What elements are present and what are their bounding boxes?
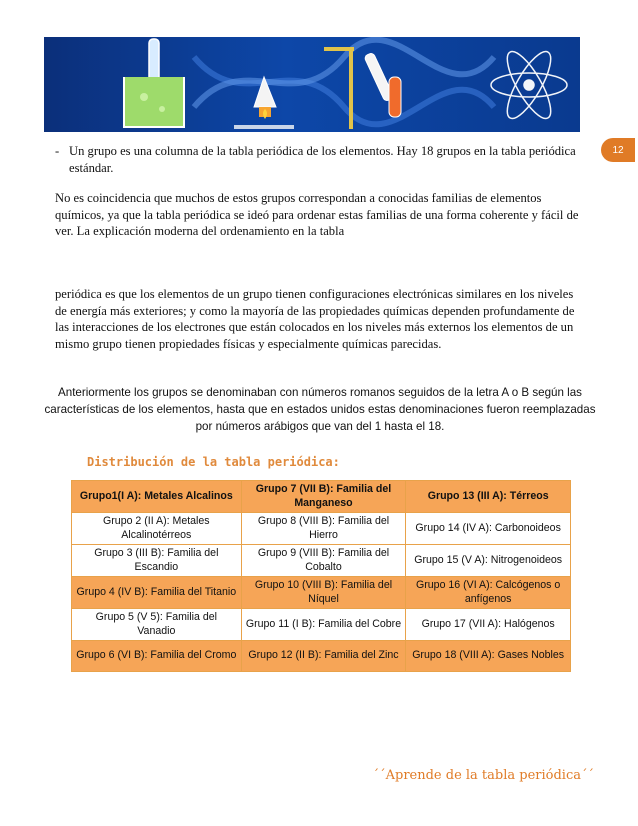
table-row [72, 545, 571, 577]
table-row [72, 513, 571, 545]
table-cell: Grupo 5 (V 5): Familia del Vanadio [72, 609, 242, 641]
table-cell: Grupo 8 (VIII B): Familia del Hierro [241, 513, 406, 545]
paragraph-electron-config: periódica es que los elementos de un grupo tienen configuraciones electrónicas similares en los niveles de energía más exteriores; y como la mayoría de las propiedades químicas dependen profundamente de las interacciones de los electrones que están colocados en los niveles más externos los elementos de un mismo grupo tienen propiedades físicas y especialmente químicas parecidas. [55, 287, 575, 351]
paragraph-families: No es coincidencia que muchos de estos grupos correspondan a conocidas familias de elementos químicos, ya que la tabla periódica se ideó para ordenar estas familias de una forma coherente y fácil de ver. La explicación moderna del ordenamiento en la tabla [55, 191, 579, 238]
bullet-dash: - [55, 144, 60, 158]
table-cell: Grupo 17 (VII A): Halógenos [406, 609, 571, 641]
page-footer: ´´Aprende de la tabla periódica´´ [372, 768, 594, 783]
table-cell: Grupo 10 (VIII B): Familia del Níquel [241, 577, 406, 609]
header-banner-image [44, 37, 580, 132]
table-cell: Grupo 16 (VI A): Calcógenos o anfígenos [406, 577, 571, 609]
lab-illustration [44, 37, 580, 132]
table-cell: Grupo 13 (III A): Térreos [406, 481, 571, 513]
table-cell: Grupo 6 (VI B): Familia del Cromo [72, 641, 242, 672]
page-number-badge: 12 [601, 138, 635, 162]
table-title: Distribución de la tabla periódica: [87, 455, 340, 469]
table-cell: Grupo 3 (III B): Familia del Escandio [72, 545, 242, 577]
table-row [72, 641, 571, 672]
table-row [72, 481, 571, 513]
table-cell: Grupo 15 (V A): Nitrogenoideos [406, 545, 571, 577]
table-cell: Grupo 11 (I B): Familia del Cobre [241, 609, 406, 641]
table-cell: Grupo 18 (VIII A): Gases Nobles [406, 641, 571, 672]
table-cell: Grupo 9 (VIII B): Familia del Cobalto [241, 545, 406, 577]
table-cell: Grupo 12 (II B): Familia del Zinc [241, 641, 406, 672]
table-cell: Grupo 14 (IV A): Carbonoideos [406, 513, 571, 545]
paragraph-group-naming: Anteriormente los grupos se denominaban con números romanos seguidos de la letra A o B según las características de los elementos, hasta que en estados unidos estas denominaciones fueron reemplazadas por números arábigos que van del 1 hasta el 18. [44, 386, 596, 433]
bullet-text: Un grupo es una columna de la tabla periódica de los elementos. Hay 18 grupos en la tabla periódica estándar. [69, 144, 576, 175]
table-cell: Grupo 7 (VII B): Familia del Manganeso [241, 481, 406, 513]
periodic-groups-table [71, 480, 571, 672]
table-row [72, 609, 571, 641]
table-cell: Grupo 4 (IV B): Familia del Titanio [72, 577, 242, 609]
table-cell: Grupo 2 (II A): Metales Alcalinotérreos [72, 513, 242, 545]
table-row [72, 577, 571, 609]
table-cell: Grupo1(I A): Metales Alcalinos [72, 481, 242, 513]
